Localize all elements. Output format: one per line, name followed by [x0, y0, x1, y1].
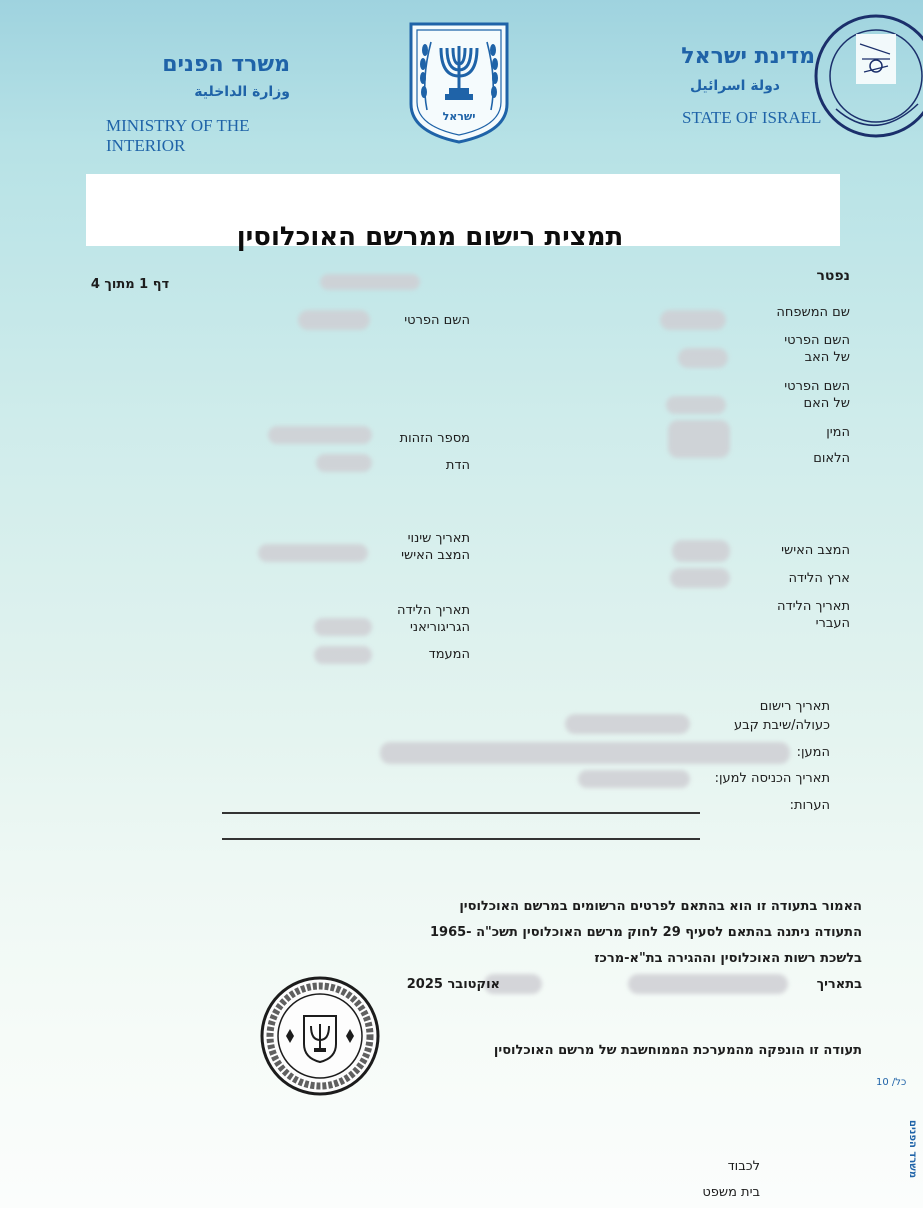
- field-address-entry-date-label: תאריך הכניסה למען:: [714, 771, 830, 786]
- remarks-line: [222, 812, 700, 814]
- authority-stamp: [806, 4, 923, 154]
- redacted-value: [628, 974, 788, 994]
- recipient-name: בית משפט: [702, 1185, 760, 1200]
- field-marital-status-label: המצב האישי: [781, 543, 850, 558]
- certification-line-2: התעודה ניתנה בהתאם לסעיף 29 לחוק מרשם האוכלוסין תשכ"ה -1965: [429, 925, 862, 940]
- svg-text:ישראל: ישראל: [442, 110, 476, 123]
- field-registration-date-label: תאריך רישום: [759, 699, 830, 714]
- field-hebrew-birth-date-label: תאריך הלידה: [777, 599, 850, 614]
- field-family-name-label: שם המשפחה: [776, 305, 850, 320]
- official-seal: [258, 974, 382, 1098]
- field-status-change-date-label-2: המצב האישי: [401, 548, 470, 563]
- redacted-value: [660, 310, 726, 330]
- ministry-name-hebrew: משרד הפנים: [162, 52, 290, 77]
- field-first-name-label: השם הפרטי: [404, 313, 470, 328]
- redacted-value: [320, 274, 420, 290]
- ministry-name-arabic: وزارة الداخلية: [194, 84, 290, 100]
- deceased-status: נפטר: [816, 268, 850, 284]
- field-immigrant-status-label: כעולה/שיבת קבע: [733, 718, 830, 733]
- field-remarks-label: הערות:: [789, 798, 830, 813]
- redacted-value: [258, 544, 368, 562]
- field-id-number-label: מספר הזהות: [399, 431, 470, 446]
- page-number: דף 1 מתוך 4: [90, 277, 170, 292]
- certification-line-3: בלשכת רשות האוכלוסין וההגירה בת"א-מרכז: [594, 951, 862, 966]
- field-mother-name-label: השם הפרטי: [784, 379, 850, 394]
- issue-date-value: אוקטובר 2025: [406, 977, 500, 992]
- to-label: לכבוד: [727, 1159, 760, 1174]
- redacted-value: [666, 396, 726, 414]
- redacted-value: [565, 714, 690, 734]
- remarks-line: [222, 838, 700, 840]
- field-father-name-label: השם הפרטי: [784, 333, 850, 348]
- state-name-arabic: دولة اسرائيل: [689, 78, 780, 94]
- field-standing-label: המעמד: [428, 647, 470, 662]
- state-name-hebrew: מדינת ישראל: [681, 44, 815, 69]
- field-father-name-label-2: של האב: [804, 350, 850, 365]
- ministry-name-english: MINISTRY OF THE INTERIOR: [106, 116, 250, 155]
- field-religion-label: הדת: [445, 458, 470, 473]
- menorah-emblem-icon: [407, 20, 511, 144]
- certification-line-1: האמור בתעודה זו הוא בהתאם לפרטים הרשומים במרשם האוכלוסין: [459, 899, 862, 914]
- field-gregorian-birth-date-label-2: הגריגוריאני: [409, 620, 470, 635]
- document-title: תמצית רישום ממרשם האוכלוסין: [236, 222, 624, 252]
- field-mother-name-label-2: של האם: [803, 396, 850, 411]
- form-code: כל/ 10: [876, 1077, 907, 1088]
- field-birth-country-label: ארץ הלידה: [788, 571, 850, 586]
- redacted-value: [578, 770, 690, 788]
- field-hebrew-birth-date-label-2: העברי: [815, 616, 850, 631]
- field-address-label: המען:: [796, 745, 830, 760]
- field-gregorian-birth-date-label: תאריך הלידה: [397, 603, 470, 618]
- side-ministry-mark: משרד הפנים: [907, 1120, 918, 1179]
- field-sex-label: המין: [826, 425, 850, 440]
- issue-date-label: בתאריך: [816, 977, 862, 992]
- redacted-value: [268, 426, 372, 444]
- field-status-change-date-label: תאריך שינוי: [407, 531, 470, 546]
- field-nationality-label: הלאום: [813, 451, 850, 466]
- state-name-english: STATE OF ISRAEL: [682, 108, 822, 127]
- computer-issued-note: תעודה זו הונפקה מהמערכת הממוחשבת של מרשם האוכלוסין: [493, 1043, 862, 1058]
